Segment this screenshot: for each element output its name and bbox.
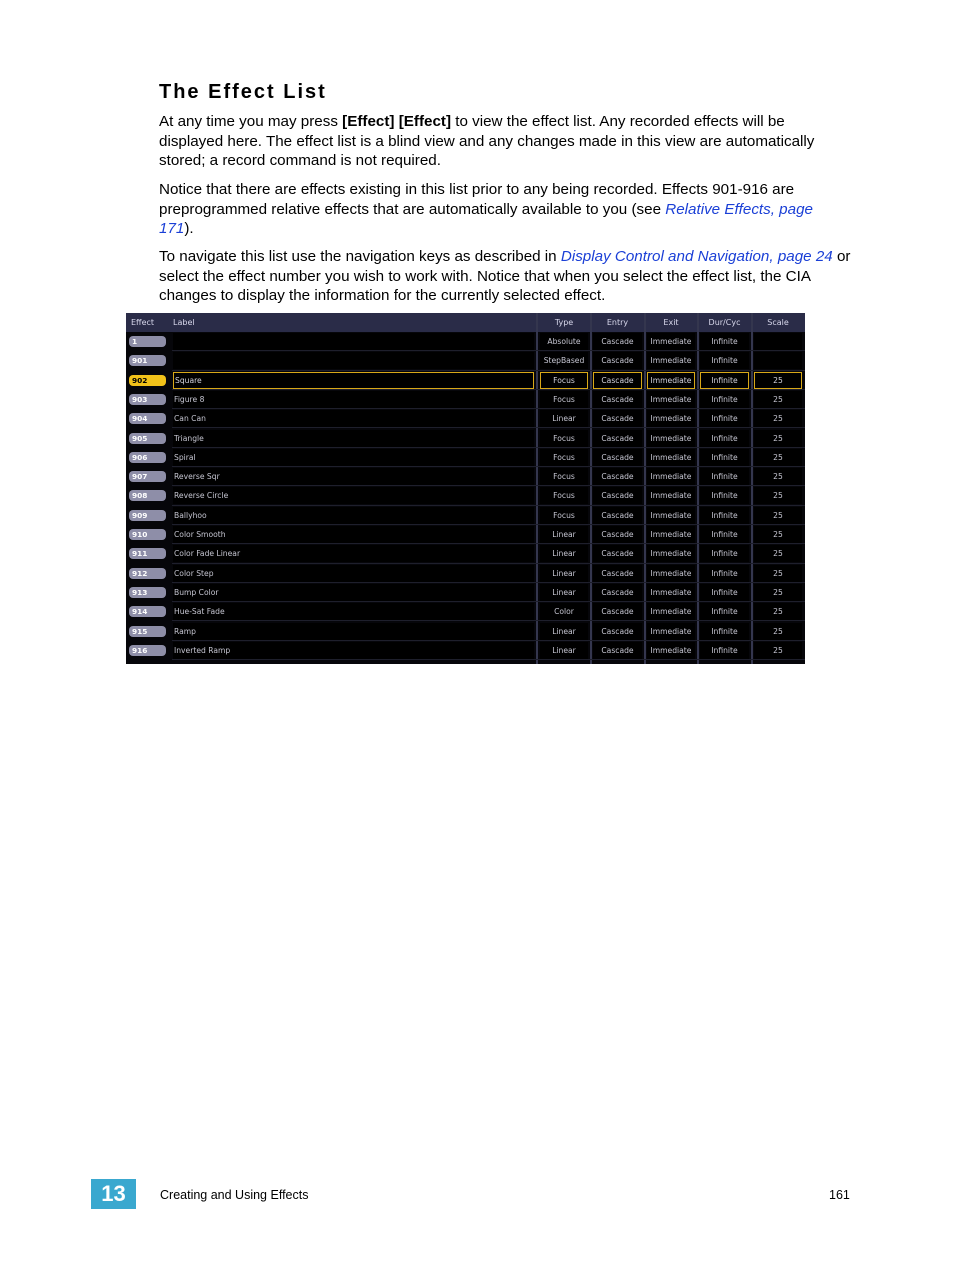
effect-durcyc-cell[interactable]: Infinite xyxy=(700,642,749,659)
effect-label-cell[interactable] xyxy=(173,333,534,350)
effect-row[interactable] xyxy=(126,602,805,621)
effect-exit-cell[interactable]: Immediate xyxy=(647,584,695,601)
effect-type-cell[interactable]: Focus xyxy=(540,468,588,485)
effect-number-button[interactable]: 914 xyxy=(129,606,166,617)
effect-entry-cell[interactable]: Cascade xyxy=(593,623,642,640)
effect-exit-cell[interactable]: Immediate xyxy=(647,391,695,408)
effect-type-cell[interactable]: Focus xyxy=(540,372,588,389)
effect-number-button[interactable]: 907 xyxy=(129,471,166,482)
effect-label-cell[interactable]: Square xyxy=(173,372,534,389)
effect-durcyc-cell[interactable]: Infinite xyxy=(700,372,749,389)
effect-row[interactable] xyxy=(126,351,805,370)
effect-scale-cell[interactable]: 25 xyxy=(754,507,802,524)
effect-row[interactable] xyxy=(126,390,805,409)
effect-durcyc-cell[interactable]: Infinite xyxy=(700,449,749,466)
effect-label-cell[interactable]: Hue-Sat Fade xyxy=(173,603,534,620)
effect-entry-cell[interactable]: Cascade xyxy=(593,449,642,466)
column-header-label[interactable]: Label xyxy=(173,318,195,327)
effect-durcyc-cell[interactable]: Infinite xyxy=(700,623,749,640)
effect-durcyc-cell[interactable]: Infinite xyxy=(700,603,749,620)
effect-entry-cell[interactable]: Cascade xyxy=(593,352,642,369)
column-header-entry[interactable]: Entry xyxy=(606,318,629,327)
effect-list-screenshot xyxy=(126,313,805,664)
effect-durcyc-cell[interactable]: Infinite xyxy=(700,584,749,601)
effect-durcyc-cell[interactable]: Infinite xyxy=(700,391,749,408)
effect-row[interactable] xyxy=(126,332,805,351)
effect-scale-cell[interactable] xyxy=(754,333,802,350)
effect-scale-cell[interactable]: 25 xyxy=(754,545,802,562)
effect-label-cell[interactable] xyxy=(173,352,534,369)
effect-exit-cell[interactable]: Immediate xyxy=(647,449,695,466)
effect-row[interactable] xyxy=(126,409,805,428)
effect-entry-cell[interactable]: Cascade xyxy=(593,468,642,485)
effect-scale-cell[interactable]: 25 xyxy=(754,430,802,447)
effect-scale-cell[interactable] xyxy=(754,352,802,369)
effect-scale-cell[interactable]: 25 xyxy=(754,526,802,543)
effect-label-cell[interactable]: Color Step xyxy=(173,565,534,582)
effect-exit-cell[interactable]: Immediate xyxy=(647,487,695,504)
effect-list-header xyxy=(126,313,805,332)
effect-exit-cell[interactable]: Immediate xyxy=(647,565,695,582)
effect-exit-cell[interactable]: Immediate xyxy=(647,603,695,620)
effect-entry-cell[interactable]: Cascade xyxy=(593,372,642,389)
effect-exit-cell[interactable]: Immediate xyxy=(647,372,695,389)
effect-scale-cell[interactable]: 25 xyxy=(754,565,802,582)
effect-number-button[interactable]: 915 xyxy=(129,626,166,637)
effect-type-cell[interactable]: Linear xyxy=(540,584,588,601)
effect-scale-cell[interactable]: 25 xyxy=(754,468,802,485)
p2-text-start: Notice that there are effects existing in this list prior to any being recorded. Effects 901-916 are preprogrammed relative effects that are automatically available to you (see xyxy=(159,181,795,218)
effect-entry-cell[interactable]: Cascade xyxy=(593,565,642,582)
effect-type-cell[interactable]: Linear xyxy=(540,526,588,543)
effect-exit-cell[interactable]: Immediate xyxy=(647,642,695,659)
effect-label-cell[interactable]: Spiral xyxy=(173,449,534,466)
effect-durcyc-cell[interactable]: Infinite xyxy=(700,352,749,369)
effect-durcyc-cell[interactable]: Infinite xyxy=(700,507,749,524)
chapter-number-tab: 13 xyxy=(91,1179,136,1209)
effect-number-button[interactable]: 902 xyxy=(129,375,166,386)
effect-number-button[interactable]: 911 xyxy=(129,548,166,559)
effect-durcyc-cell[interactable]: Infinite xyxy=(700,565,749,582)
effect-label-cell[interactable]: Reverse Circle xyxy=(173,487,534,504)
effect-type-cell[interactable]: Focus xyxy=(540,449,588,466)
footer-page-number: 161 xyxy=(829,1188,850,1202)
effect-row[interactable] xyxy=(126,583,805,602)
effect-number-button[interactable]: 1 xyxy=(129,336,166,347)
effect-type-cell[interactable]: Linear xyxy=(540,410,588,427)
effect-label-cell[interactable]: Inverted Ramp xyxy=(173,642,534,659)
effect-number-button[interactable]: 908 xyxy=(129,490,166,501)
preprogrammed-paragraph xyxy=(159,180,851,239)
effect-scale-cell[interactable]: 25 xyxy=(754,584,802,601)
effect-type-cell[interactable]: Linear xyxy=(540,642,588,659)
effect-entry-cell[interactable]: Cascade xyxy=(593,333,642,350)
effect-exit-cell[interactable]: Immediate xyxy=(647,333,695,350)
effect-exit-cell[interactable]: Immediate xyxy=(647,468,695,485)
effect-row[interactable] xyxy=(126,641,805,660)
effect-exit-cell[interactable]: Immediate xyxy=(647,545,695,562)
effect-exit-cell[interactable]: Immediate xyxy=(647,430,695,447)
effect-row[interactable] xyxy=(126,622,805,641)
effect-scale-cell[interactable]: 25 xyxy=(754,372,802,389)
effect-label-cell[interactable]: Can Can xyxy=(173,410,534,427)
effect-row[interactable] xyxy=(126,371,805,390)
effect-type-cell[interactable]: Absolute xyxy=(540,333,588,350)
column-header-exit[interactable]: Exit xyxy=(663,318,679,327)
section-title: The Effect List xyxy=(159,81,327,103)
p3-text-end: or select the effect number you wish to work with. Notice that when you select the effect list, the CIA changes to display the information for the currently selected effect. xyxy=(159,248,851,304)
effect-type-cell[interactable]: Linear xyxy=(540,623,588,640)
effect-entry-cell[interactable]: Cascade xyxy=(593,391,642,408)
navigation-paragraph xyxy=(159,247,851,306)
effect-entry-cell[interactable]: Cascade xyxy=(593,526,642,543)
effect-entry-cell[interactable]: Cascade xyxy=(593,545,642,562)
effect-row[interactable] xyxy=(126,525,805,544)
effect-exit-cell[interactable]: Immediate xyxy=(647,352,695,369)
effect-durcyc-cell[interactable]: Infinite xyxy=(700,410,749,427)
effect-entry-cell[interactable]: Cascade xyxy=(593,642,642,659)
effect-durcyc-cell[interactable]: Infinite xyxy=(700,430,749,447)
p1-text-end: to view the effect list. Any recorded effects will be displayed here. The effect list is a blind view and any changes made in this view are automatically stored; a record command is not required. xyxy=(159,113,815,169)
column-header-type[interactable]: Type xyxy=(554,318,574,327)
effect-row[interactable] xyxy=(126,467,805,486)
effect-durcyc-cell[interactable]: Infinite xyxy=(700,333,749,350)
effect-label-cell[interactable]: Color Fade Linear xyxy=(173,545,534,562)
effect-scale-cell[interactable]: 25 xyxy=(754,487,802,504)
effect-entry-cell[interactable]: Cascade xyxy=(593,430,642,447)
effect-type-cell[interactable]: Focus xyxy=(540,430,588,447)
column-header-scale[interactable]: Scale xyxy=(767,318,789,327)
effect-type-cell[interactable]: Focus xyxy=(540,487,588,504)
intro-paragraph xyxy=(159,112,851,171)
effect-number-button[interactable]: 904 xyxy=(129,413,166,424)
effect-number-button[interactable]: 913 xyxy=(129,587,166,598)
effect-scale-cell[interactable]: 25 xyxy=(754,623,802,640)
p1-text-start: At any time you may press xyxy=(159,113,343,130)
effect-exit-cell[interactable]: Immediate xyxy=(647,623,695,640)
effect-label-cell[interactable]: Reverse Sqr xyxy=(173,468,534,485)
effect-type-cell[interactable]: Focus xyxy=(540,507,588,524)
effect-scale-cell[interactable]: 25 xyxy=(754,449,802,466)
effect-keys-reference: [Effect] [Effect] xyxy=(342,113,452,130)
display-control-link[interactable]: Display Control and Navigation, page 24 xyxy=(560,248,833,265)
effect-number-button[interactable]: 901 xyxy=(129,355,166,366)
effect-row[interactable] xyxy=(126,486,805,505)
effect-entry-cell[interactable]: Cascade xyxy=(593,603,642,620)
effect-type-cell[interactable]: StepBased xyxy=(540,352,588,369)
footer-chapter-title: Creating and Using Effects xyxy=(160,1188,309,1202)
effect-row[interactable] xyxy=(126,429,805,448)
effect-type-cell[interactable]: Color xyxy=(540,603,588,620)
column-header-effect[interactable]: Effect xyxy=(131,318,155,327)
effect-number-button[interactable]: 909 xyxy=(129,510,166,521)
effect-row[interactable] xyxy=(126,448,805,467)
effect-type-cell[interactable]: Linear xyxy=(540,545,588,562)
effect-number-button[interactable]: 912 xyxy=(129,568,166,579)
effect-entry-cell[interactable]: Cascade xyxy=(593,487,642,504)
column-header-durcyc[interactable]: Dur/Cyc xyxy=(708,318,741,327)
effect-scale-cell[interactable]: 25 xyxy=(754,642,802,659)
effect-exit-cell[interactable]: Immediate xyxy=(647,410,695,427)
effect-label-cell[interactable]: Figure 8 xyxy=(173,391,534,408)
p3-text-start: To navigate this list use the navigation keys as described in xyxy=(159,248,561,265)
effect-durcyc-cell[interactable]: Infinite xyxy=(700,526,749,543)
effect-entry-cell[interactable]: Cascade xyxy=(593,410,642,427)
effect-number-button[interactable]: 916 xyxy=(129,645,166,656)
effect-number-button[interactable]: 903 xyxy=(129,394,166,405)
effect-label-cell[interactable]: Bump Color xyxy=(173,584,534,601)
effect-row[interactable] xyxy=(126,506,805,525)
effect-type-cell[interactable]: Focus xyxy=(540,391,588,408)
effect-label-cell[interactable]: Color Smooth xyxy=(173,526,534,543)
row-divider xyxy=(172,659,805,660)
effect-label-cell[interactable]: Triangle xyxy=(173,430,534,447)
effect-row[interactable] xyxy=(126,544,805,563)
effect-exit-cell[interactable]: Immediate xyxy=(647,507,695,524)
effect-durcyc-cell[interactable]: Infinite xyxy=(700,545,749,562)
effect-scale-cell[interactable]: 25 xyxy=(754,603,802,620)
effect-number-button[interactable]: 905 xyxy=(129,433,166,444)
relative-effects-link[interactable]: Relative Effects, page 171 xyxy=(159,200,813,237)
effect-entry-cell[interactable]: Cascade xyxy=(593,507,642,524)
effect-label-cell[interactable]: Ballyhoo xyxy=(173,507,534,524)
effect-durcyc-cell[interactable]: Infinite xyxy=(700,468,749,485)
effect-scale-cell[interactable]: 25 xyxy=(754,391,802,408)
effect-number-button[interactable]: 906 xyxy=(129,452,166,463)
effect-durcyc-cell[interactable]: Infinite xyxy=(700,487,749,504)
effect-row[interactable] xyxy=(126,564,805,583)
effect-number-button[interactable]: 910 xyxy=(129,529,166,540)
effect-entry-cell[interactable]: Cascade xyxy=(593,584,642,601)
effect-scale-cell[interactable]: 25 xyxy=(754,410,802,427)
effect-label-cell[interactable]: Ramp xyxy=(173,623,534,640)
effect-type-cell[interactable]: Linear xyxy=(540,565,588,582)
p2-text-end: ). xyxy=(184,220,194,237)
effect-exit-cell[interactable]: Immediate xyxy=(647,526,695,543)
